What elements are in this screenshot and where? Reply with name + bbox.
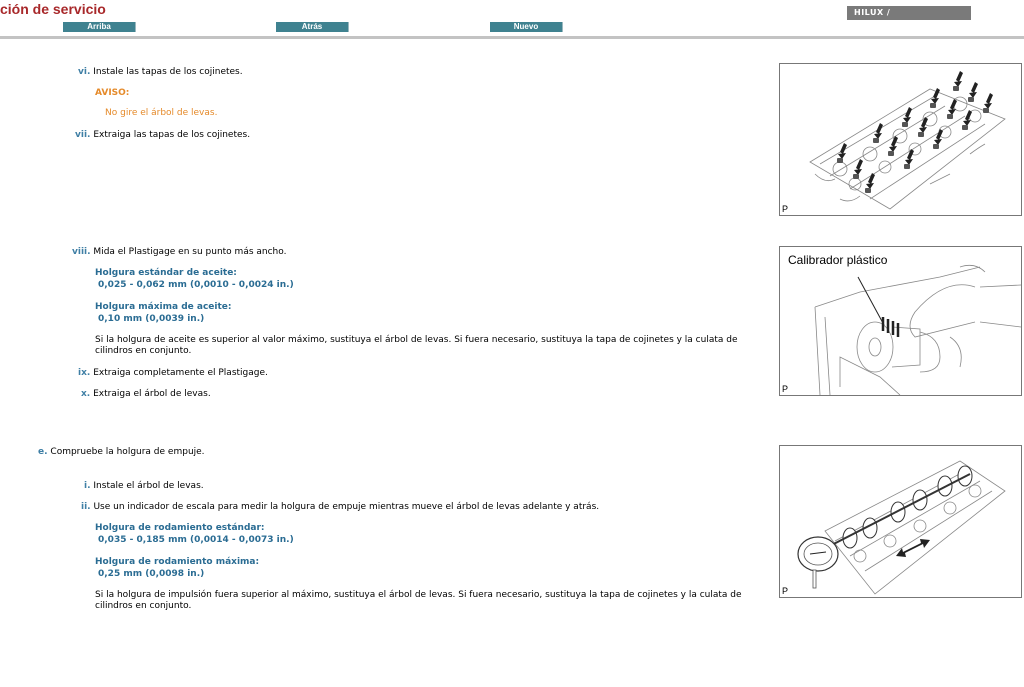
page-title: ción de servicio [0, 1, 106, 17]
step-vii [75, 130, 250, 140]
spec-max-thrust-value: 0,25 mm (0,0098 in.) [98, 569, 205, 579]
step-x [81, 389, 211, 399]
step-ix [78, 368, 268, 378]
step-text: Mida el Plastigage en su punto más ancho. [93, 247, 287, 257]
figure-thrust-clearance [779, 445, 1022, 598]
atras-button[interactable]: Atrás [276, 22, 349, 32]
step-number: viii. [72, 247, 91, 257]
step-text: Compruebe la holgura de empuje. [50, 447, 205, 457]
camshaft-head-illustration [780, 64, 1021, 215]
aviso-title: AVISO: [95, 88, 130, 98]
step-vi [78, 67, 243, 77]
thrust-clearance-note: Si la holgura de impulsión fuera superior al máximo, sustituya el árbol de levas. Si fuera necesario, sustituya la tapa de cojinetes y la culata de cilindros en conjunto. [95, 590, 742, 611]
figure-plastigage [779, 246, 1022, 396]
spec-std-oil-value: 0,025 - 0,062 mm (0,0010 - 0,0024 in.) [98, 280, 294, 290]
step-e [38, 447, 205, 457]
dial-indicator-icon [798, 537, 838, 588]
step-text: Use un indicador de escala para medir la holgura de empuje mientras mueve el árbol de levas adelante y atrás. [93, 502, 600, 512]
spec-max-oil-label: Holgura máxima de aceite: [95, 302, 232, 312]
aviso-text: No gire el árbol de levas. [105, 108, 218, 118]
nuevo-button[interactable]: Nuevo [490, 22, 563, 32]
oil-clearance-note: Si la holgura de aceite es superior al valor máximo, sustituya el árbol de levas. Si fuera necesario, sustituya la tapa de cojinetes y la culata de cilindros en conjunto. [95, 335, 738, 356]
step-text: Instale el árbol de levas. [93, 481, 204, 491]
figure-corner-label: P [782, 384, 789, 394]
step-number: i. [84, 481, 91, 491]
figure-bearing-caps [779, 63, 1022, 216]
step-number: ix. [78, 368, 91, 378]
step-number: vii. [75, 130, 91, 140]
figure-corner-label: P [782, 586, 789, 596]
step-text: Instale las tapas de los cojinetes. [93, 67, 243, 77]
spec-max-oil-value: 0,10 mm (0,0039 in.) [98, 314, 205, 324]
arrow-icons [837, 71, 993, 193]
spec-max-thrust-label: Holgura de rodamiento máxima: [95, 557, 260, 567]
spec-std-oil-label: Holgura estándar de aceite: [95, 268, 237, 278]
step-text: Extraiga completamente el Plastigage. [93, 368, 268, 378]
model-label: HILUX / [847, 6, 971, 20]
header-divider [0, 36, 1024, 39]
dial-indicator-illustration [780, 446, 1021, 597]
header [0, 0, 1024, 40]
spec-std-thrust-value: 0,035 - 0,185 mm (0,0014 - 0,0073 in.) [98, 535, 294, 545]
step-ii [81, 502, 599, 512]
step-text: Extraiga las tapas de los cojinetes. [93, 130, 251, 140]
step-text: Extraiga el árbol de levas. [93, 389, 211, 399]
step-number: vi. [78, 67, 91, 77]
step-number: ii. [81, 502, 91, 512]
arriba-button[interactable]: Arriba [63, 22, 136, 32]
step-i [84, 481, 204, 491]
spec-std-thrust-label: Holgura de rodamiento estándar: [95, 523, 265, 533]
step-viii [72, 247, 286, 257]
figure-caption: Calibrador plástico [788, 253, 888, 267]
step-number: e. [38, 447, 48, 457]
plastigage-illustration [780, 247, 1021, 395]
figure-corner-label: P [782, 204, 789, 214]
step-number: x. [81, 389, 91, 399]
